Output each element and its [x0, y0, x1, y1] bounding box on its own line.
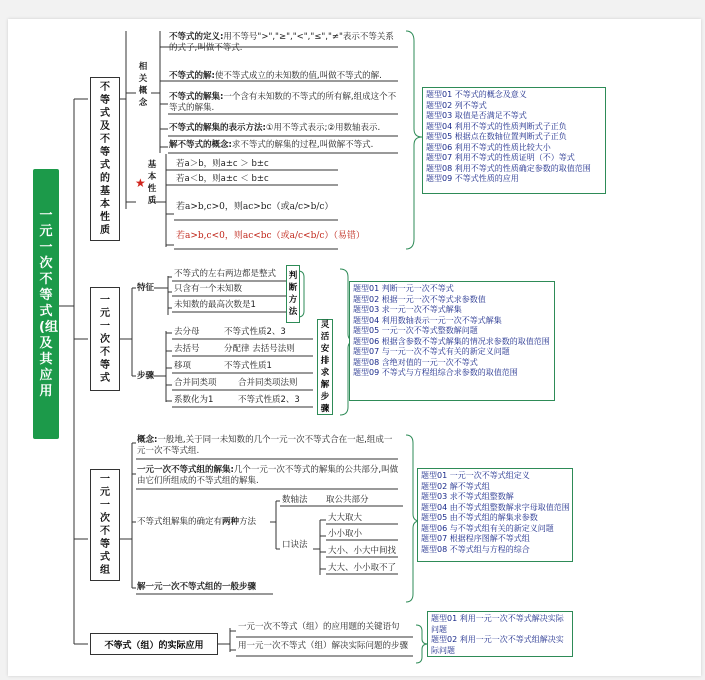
topic[interactable]: 题型04 由不等式组整数解求字母取值范围 — [421, 502, 570, 512]
application-item-2: 用一元一次不等式（组）解决实际问题的步骤 — [238, 641, 409, 651]
step-1-note: 不等式性质2、3 — [224, 327, 286, 337]
feature-1: 不等式的左右两边都是整式 — [174, 269, 277, 279]
property-3: 若a>b,c>0，则ac>bc（或a/c>b/c） — [176, 202, 334, 212]
step-5: 系数化为1 — [174, 395, 214, 405]
topic[interactable]: 题型02 列不等式 — [426, 100, 487, 110]
topic[interactable]: 题型08 含绝对值的一元一次不等式 — [353, 357, 478, 367]
property-4: 若a>b,c<0，则ac<bc（或a/c<b/c）（易错） — [176, 231, 365, 241]
mnemonic-1: 大大取大 — [328, 513, 363, 523]
mnemonic-2: 小小取小 — [328, 529, 363, 539]
topic[interactable]: 题型01 一元一次不等式组定义 — [421, 471, 530, 480]
topic[interactable]: 题型06 与不等式组有关的新定义问题 — [421, 523, 554, 533]
topic[interactable]: 题型01 利用一元一次不等式解决实际问题 — [431, 614, 564, 634]
mindmap-sheet — [8, 19, 701, 676]
topic[interactable]: 题型03 取值是否满足不等式 — [426, 111, 527, 120]
flexible-steps-box: 灵活安排求解步骤 — [317, 319, 333, 415]
concept-solution-set: 不等式的解集:一个含有未知数的不等式的所有解,组成这个不等式的解集. — [169, 92, 397, 113]
step-3-note: 不等式性质1 — [224, 361, 272, 371]
topic[interactable]: 题型05 一元一次不等式整数解问题 — [353, 326, 478, 335]
concept-solution: 不等式的解:使不等式成立的未知数的值,叫做不等式的解. — [169, 71, 382, 81]
step-3: 移项 — [174, 361, 192, 371]
property-2: 若a＜b，则a±c ＜ b±c — [176, 174, 269, 184]
mnemonic-3: 大小、小大中间找 — [328, 546, 397, 556]
topic[interactable]: 题型09 不等式与方程组综合求参数的取值范围 — [353, 368, 518, 377]
topics-box-2 — [349, 281, 555, 401]
topic[interactable]: 题型01 不等式的概念及意义 — [426, 90, 527, 99]
feature-label: 特征 — [137, 283, 155, 293]
step-2: 去括号 — [174, 344, 200, 354]
topic[interactable]: 题型07 与一元一次不等式有关的新定义问题 — [353, 347, 510, 356]
topic[interactable]: 题型08 利用不等式的性质确定参数的取值范围 — [426, 163, 591, 173]
numberline-desc: 取公共部分 — [326, 495, 369, 505]
topic[interactable]: 题型05 由不等式组的解集求参数 — [421, 513, 538, 522]
concept-solving: 解不等式的概念:求不等式的解集的过程,叫做解不等式. — [169, 140, 374, 150]
topic[interactable]: 题型06 根据含参数不等式解集的情况求参数的取值范围 — [353, 336, 550, 346]
topic[interactable]: 题型02 解不等式组 — [421, 481, 490, 491]
topics-box-3 — [417, 468, 573, 562]
section2-node[interactable]: 一元一次不等式 — [90, 287, 120, 391]
topic[interactable]: 题型04 利用不等式的性质判断式子正负 — [426, 121, 567, 131]
step-1: 去分母 — [174, 327, 200, 337]
step-2-note: 分配律 去括号法则 — [224, 344, 295, 354]
section4-node[interactable]: 不等式（组）的实际应用 — [90, 633, 218, 655]
method-label: 不等式组解集的确定有两种方法 — [137, 517, 257, 527]
props-label: 基本性质 — [147, 160, 157, 206]
topic[interactable]: 题型03 求不等式组整数解 — [421, 492, 514, 501]
step-4: 合并同类项 — [174, 378, 217, 388]
steps-label: 步骤 — [137, 371, 155, 381]
section3-node[interactable]: 一元一次不等式组 — [90, 469, 120, 581]
concept-representation: 不等式的解集的表示方法:①用不等式表示;②用数轴表示. — [169, 123, 381, 133]
topic[interactable]: 题型05 根据点在数轴位置判断式子正负 — [426, 132, 567, 141]
property-1: 若a＞b，则a±c ＞ b±c — [176, 159, 269, 169]
topic[interactable]: 题型03 求一元一次不等式解集 — [353, 305, 462, 314]
mnemonic-method: 口诀法 — [282, 540, 308, 550]
application-item-1: 一元一次不等式（组）的应用题的关键语句 — [238, 622, 400, 632]
step-4-note: 合并同类项法则 — [238, 378, 298, 388]
topic[interactable]: 题型04 利用数轴表示一元一次不等式解集 — [353, 315, 502, 325]
topic[interactable]: 题型06 利用不等式的性质比较大小 — [426, 142, 551, 152]
general-steps: 解一元一次不等式组的一般步骤 — [137, 582, 257, 592]
topic[interactable]: 题型08 不等式组与方程的综合 — [421, 544, 530, 554]
feature-3: 未知数的最高次数是1 — [174, 300, 256, 310]
mnemonic-4: 大大、小小取不了 — [328, 563, 397, 573]
judge-method-box: 判断方法 — [286, 265, 300, 323]
topic[interactable]: 题型02 根据一元一次不等式求参数值 — [353, 294, 486, 304]
root-node[interactable]: 一元一次不等式(组)及其应用 — [33, 169, 59, 439]
concept-definition: 不等式的定义:用不等号">","≥","<","≤","≠"表示不等关系的式子,叫做不等式. — [169, 32, 394, 53]
topic[interactable]: 题型07 利用不等式的性质证明（不）等式 — [426, 153, 575, 162]
topic[interactable]: 题型09 不等式性质的应用 — [426, 174, 519, 183]
feature-2: 只含有一个未知数 — [174, 284, 243, 294]
topics-box-4 — [427, 611, 573, 657]
group-solution-set: 一元一次不等式组的解集:几个一元一次不等式的解集的公共部分,叫做由它们所组成的不等式组的解集. — [137, 465, 399, 486]
topic[interactable]: 题型07 根据程序图解不等式组 — [421, 534, 530, 543]
group-concept: 概念:一般地,关于同一未知数的几个一元一次不等式合在一起,组成一元一次不等式组. — [137, 435, 393, 456]
concepts-label: 相关概念 — [138, 62, 148, 108]
topic[interactable]: 题型01 判断一元一次不等式 — [353, 284, 454, 293]
topic[interactable]: 题型02 利用一元一次不等式组解决实际问题 — [431, 635, 564, 655]
topics-box-1 — [422, 87, 606, 194]
step-5-note: 不等式性质2、3 — [238, 395, 300, 405]
numberline-method: 数轴法 — [282, 495, 308, 505]
red-star-icon: ★ — [135, 176, 146, 190]
section1-node[interactable]: 不等式及不等式的基本性质 — [90, 77, 120, 241]
